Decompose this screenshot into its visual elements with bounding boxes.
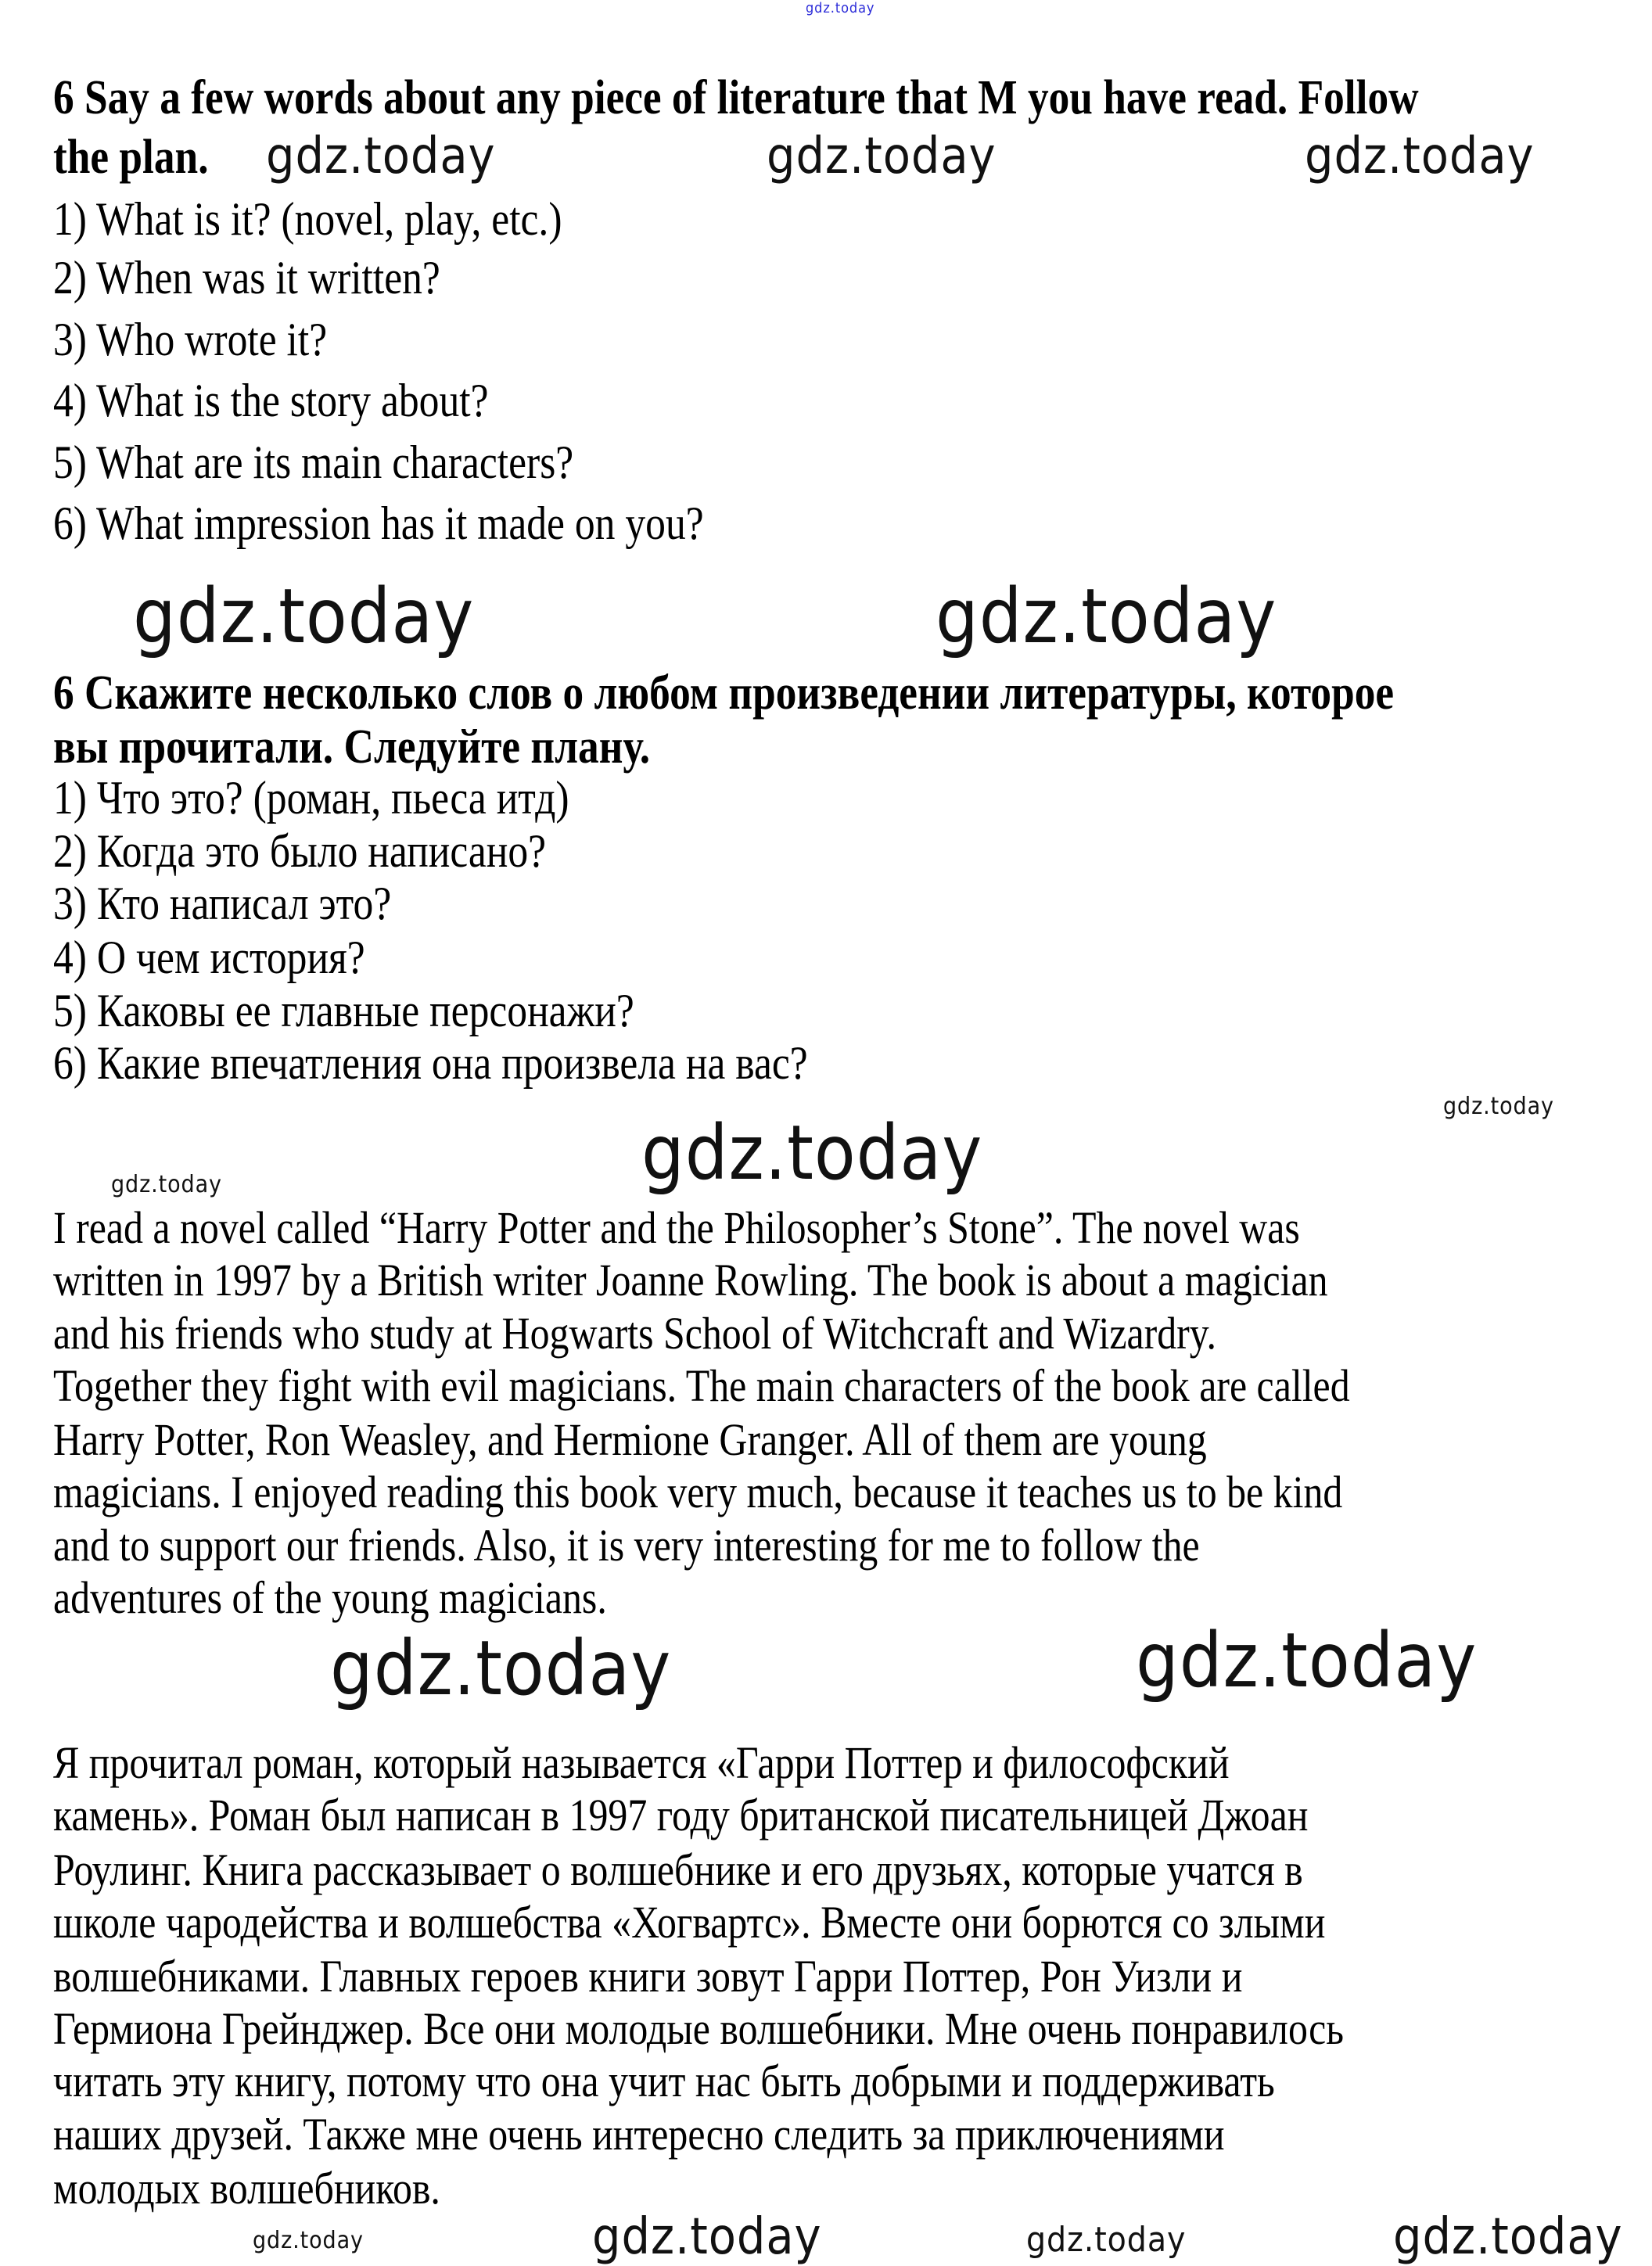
watermark: gdz.today [111, 1171, 222, 1198]
watermark: gdz.today [592, 2208, 822, 2266]
paragraph-line: камень». Роман был написан в 1997 году британской писательницей Джоан [53, 1790, 1309, 1840]
watermark: gdz.today [1393, 2208, 1623, 2266]
question: 5) Каковы ее главные персонажи? [53, 985, 634, 1036]
paragraph-line: волшебниками. Главных героев книги зовут Гарри Поттер, Рон Уизли и [53, 1951, 1243, 2002]
heading-line: the plan. [53, 131, 209, 184]
paragraph-line: молодых волшебников. [53, 2163, 440, 2214]
question: 5) What are its main characters? [53, 436, 574, 488]
watermark: gdz.today [806, 0, 875, 16]
question: 6) Какие впечатления она произвела на вас? [53, 1037, 808, 1089]
paragraph-line: Роулинг. Книга рассказывает о волшебнике и его друзьях, которые учатся в [53, 1844, 1303, 1895]
question: 2) When was it written? [53, 252, 440, 303]
watermark: gdz.today [641, 1109, 983, 1197]
watermark: gdz.today [1305, 127, 1535, 185]
paragraph-line: I read a novel called “Harry Potter and the Philosopher’s Stone”. The novel was [53, 1202, 1300, 1253]
question: 1) What is it? (novel, play, etc.) [53, 193, 562, 245]
watermark: gdz.today [936, 573, 1277, 660]
watermark: gdz.today [266, 127, 496, 185]
paragraph-line: and his friends who study at Hogwarts School of Witchcraft and Wizardry. [53, 1308, 1216, 1359]
question: 2) Когда это было написано? [53, 825, 547, 877]
heading-line: вы прочитали. Следуйте плану. [53, 720, 651, 774]
watermark: gdz.today [1443, 1093, 1554, 1120]
watermark: gdz.today [1026, 2220, 1187, 2260]
paragraph-line: Я прочитал роман, который называется «Гарри Поттер и философский [53, 1737, 1230, 1788]
question: 1) Что это? (роман, пьеса итд) [53, 772, 569, 824]
paragraph-line: школе чародейства и волшебства «Хогвартс». Вместе они борются со злыми [53, 1897, 1326, 1948]
paragraph-line: Together they fight with evil magicians. The main characters of the book are called [53, 1360, 1350, 1411]
paragraph-line: читать эту книгу, потому что она учит нас быть добрыми и поддерживать [53, 2056, 1275, 2106]
heading-line: 6 Say a few words about any piece of literature that M you have read. Follow [53, 71, 1419, 124]
question: 3) Who wrote it? [53, 314, 328, 365]
heading-line: 6 Скажите несколько слов о любом произведении литературы, которое [53, 666, 1395, 720]
watermark: gdz.today [330, 1625, 672, 1712]
watermark: gdz.today [1136, 1617, 1478, 1704]
question: 4) What is the story about? [53, 375, 489, 426]
question: 6) What impression has it made on you? [53, 497, 704, 549]
paragraph-line: and to support our friends. Also, it is very interesting for me to follow the [53, 1520, 1200, 1571]
paragraph-line: written in 1997 by a British writer Joanne Rowling. The book is about a magician [53, 1255, 1328, 1305]
paragraph-line: magicians. I enjoyed reading this book very much, because it teaches us to be kind [53, 1467, 1343, 1517]
paragraph-line: Harry Potter, Ron Weasley, and Hermione Granger. All of them are young [53, 1414, 1207, 1465]
watermark: gdz.today [133, 573, 475, 660]
watermark: gdz.today [767, 127, 997, 185]
watermark: gdz.today [253, 2227, 364, 2254]
paragraph-line: Гермиона Грейнджер. Все они молодые волшебники. Мне очень понравилось [53, 2003, 1345, 2054]
paragraph-line: adventures of the young magicians. [53, 1572, 607, 1623]
paragraph-line: наших друзей. Также мне очень интересно следить за приключениями [53, 2109, 1225, 2160]
question: 4) О чем история? [53, 932, 365, 983]
question: 3) Кто написал это? [53, 878, 392, 929]
